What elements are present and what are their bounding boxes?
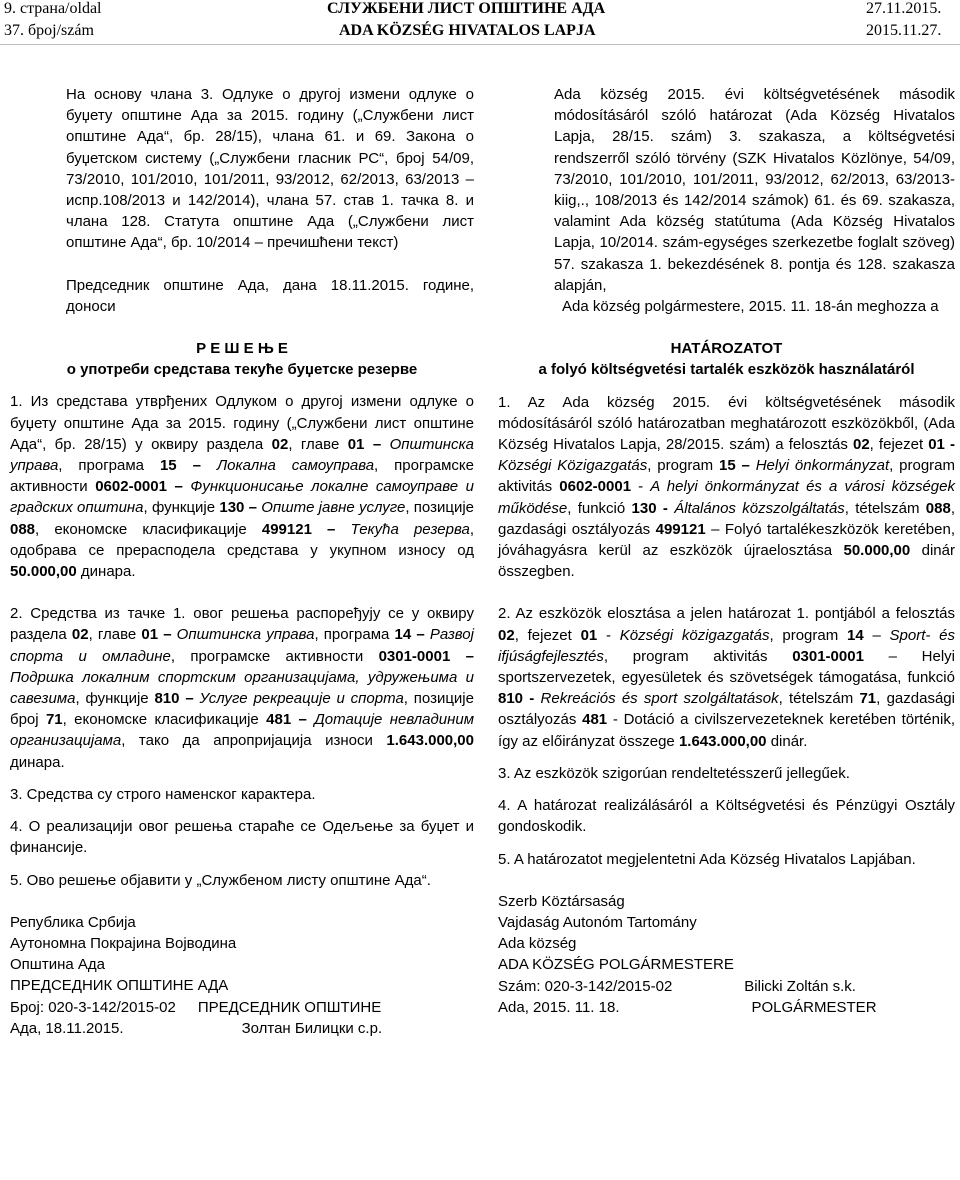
signatory-title-sr: ПРЕДСЕДНИК ОПШТИНЕ — [197, 998, 382, 1016]
item-1-hu: 1. Az Ada község 2015. évi költségvetésének második módosításáról szóló határozatban meghatározott eszközökből, (Ada Község Hivatalos Lapja, 28/2015. szám) a felosztás 02, fejezet 01 - Községi Közigazgatás, program 15 – Helyi önkormányzat, program aktivitás 0602-0001 - A helyi önkormányzat és a városi községek működése, funkció 130 - Általános közszolgáltatás, tételszám 088, gazdasági osztályozás 499121 – Folyó tartalékeszközök keretében, jóváhagyásra kerül az eszközök újraelosztása 50.000,00 dinár összegben. — [498, 393, 955, 581]
issue-date-sr: 27.11.2015. — [866, 0, 942, 17]
sig-row-2-hu — [498, 997, 955, 1018]
sig-row-1-sr — [10, 997, 474, 1018]
intro-sr: Председник општине Ада, дана 18.11.2015. године, доноси — [66, 276, 474, 315]
sig-row-2-sr — [10, 1018, 474, 1039]
document-number-sr: Број: 020-3-142/2015-02 — [10, 998, 176, 1016]
signatory-title-hu: POLGÁRMESTER — [751, 998, 877, 1016]
decision-title-hu: HATÁROZATOT — [670, 340, 783, 358]
item-3-sr: 3. Средства су строго наменског карактера. — [10, 785, 316, 803]
sig-row-1-hu — [498, 976, 955, 997]
signatory-name-hu: Bilicki Zoltán s.k. — [744, 977, 856, 995]
item-1-sr: 1. Из средстава утврђених Одлуком о другој измени одлуке о буџету општине Ада за 2015. годину („Службени лист општине Ада“, бр. 28/15) у оквиру раздела 02, главе 01 – Општинска управа, програма 15 – Локална самоуправа, програмске активности 0602-0001 – Функционисање локалне самоуправе и градских општина, функције 130 – Опште јавне услуге, позиције 088, економске класификације 499121 – Текућа резерва, одобрава се прерасподела средстава у укупном износу од 50.000,00 динара. — [10, 393, 475, 581]
preamble-hu: Ada község 2015. évi költségvetésének második módosításáról szóló határozat (Ada Község Hivatalos Lapja, 28/15. szám) 3. szakasza, a költségvetési rendszerről szóló törvény (SZK Hivatalos Közlönye, 54/09, 73/2010, 101/2010, 101/2011, 93/2012, 62/2013, 63/2013-kiig,., 108/2013 és 142/2014 számok) 61. és 69. szakasza, valamint Ada község statútuma (Ada Község Hivatalos Lapja, 10/2014. szám-egységes szerkezetbe foglalt szöveg) 57. szakasza 1. bekezdésének 8. pontja és 128. szakasza alapján, — [554, 86, 955, 294]
item-4-sr: 4. О реализацији овог решења стараће се Одељење за буџет и финансије. — [10, 818, 474, 857]
signature-block-hu — [498, 891, 955, 1018]
document-date-sr: Ада, 18.11.2015. — [10, 1019, 124, 1037]
serbian-column — [10, 84, 474, 1039]
item-3-hu: 3. Az eszközök szigorúan rendeltetésszerű jellegűek. — [498, 764, 850, 782]
item-5-hu: 5. A határozatot megjelentetni Ada Község Hivatalos Lapjában. — [498, 850, 916, 868]
sig-line-1-hu: Szerb Köztársaság — [498, 892, 625, 910]
document-date-hu: Ada, 2015. 11. 18. — [498, 998, 620, 1016]
issue-date-hu: 2015.11.27. — [866, 22, 942, 39]
item-2-sr: 2. Средства из тачке 1. овог решења распоређују се у оквиру раздела 02, главе 01 – Општинска управа, програма 14 – Развој спорта и омладине, програмске активности 0301-0001 – Подршка локалним спортским организацијама, удружењима и савезима, функције 810 – Услуге рекреације и спорта, позиције број 71, економске класификације 481 – Дотације невладиним организацијама, тако да апропријација износи 1.643.000,00 динара. — [10, 605, 474, 771]
decision-subtitle-sr: о употреби средстава текуће буџетске резерве — [66, 361, 418, 379]
item-5-sr: 5. Ово решење објавити у „Службеном листу општине Ада“. — [10, 871, 431, 889]
intro-hu: Ada község polgármestere, 2015. 11. 18-án meghozza a — [562, 298, 939, 316]
issue-number: 37. број/szám — [4, 22, 94, 39]
sig-line-2-hu: Vajdaság Autonóm Tartomány — [498, 913, 697, 931]
page-header — [0, 0, 960, 44]
page-number: 9. страна/oldal — [4, 0, 102, 17]
sig-line-3-sr: Општина Ада — [10, 956, 105, 974]
publication-title-hu: ADA KÖZSÉG HIVATALOS LAPJA — [339, 22, 596, 39]
document-number-hu: Szám: 020-3-142/2015-02 — [498, 977, 673, 995]
signatory-name-sr: Золтан Билицки с.р. — [241, 1019, 383, 1037]
decision-subtitle-hu: a folyó költségvetési tartalék eszközök használatáról — [538, 361, 915, 379]
decision-title-sr: Р Е Ш Е Њ Е — [196, 340, 288, 358]
preamble-sr: На основу члана 3. Одлуке о другој измени одлуке о буџету општине Ада за 2015. годину („Службени лист општине Ада“, бр. 28/15), члана 61. и 69. Закона о буџетском систему („Службени гласник РС“, број 54/09, 73/2010, 101/2010, 101/2011, 93/2012, 62/2013, 63/2013 – испр.108/2013 и 142/2014), члана 57. став 1. тачка 8. и члана 128. Статута општине Ада („Службени лист општине Ада“, бр. 10/2014 – пречишћени текст) — [66, 86, 474, 252]
hungarian-column — [498, 84, 955, 1018]
sig-line-4-sr: ПРЕДСЕДНИК ОПШТИНЕ АДА — [10, 977, 229, 995]
header-divider — [0, 44, 960, 45]
sig-line-2-sr: Аутономна Покрајина Војводина — [10, 934, 237, 952]
publication-title-sr: СЛУЖБЕНИ ЛИСТ ОПШТИНЕ АДА — [327, 0, 606, 17]
sig-line-3-hu: Ada község — [498, 935, 577, 953]
item-2-hu: 2. Az eszközök elosztása a jelen határozat 1. pontjából a felosztás 02, fejezet 01 - Községi közigazgatás, program 14 – Sport- és ifjúságfejlesztés, program aktivitás 0301-0001 – Helyi sportszervezetek, egyesületek és szövetségek támogatása, funkció 810 - Rekreációs és sport szolgáltatások, tételszám 71, gazdasági osztályozás 481 - Dotáció a civilszervezeteknek keretében történik, így az előirányzat összege 1.643.000,00 dinár. — [498, 605, 955, 750]
sig-line-1-sr: Република Србија — [10, 913, 136, 931]
sig-line-4-hu: ADA KÖZSÉG POLGÁRMESTERE — [498, 956, 734, 974]
signature-block-sr — [10, 912, 474, 1039]
item-4-hu: 4. A határozat realizálásáról a Költségvetési és Pénzügyi Osztály gondoskodik. — [498, 797, 955, 836]
